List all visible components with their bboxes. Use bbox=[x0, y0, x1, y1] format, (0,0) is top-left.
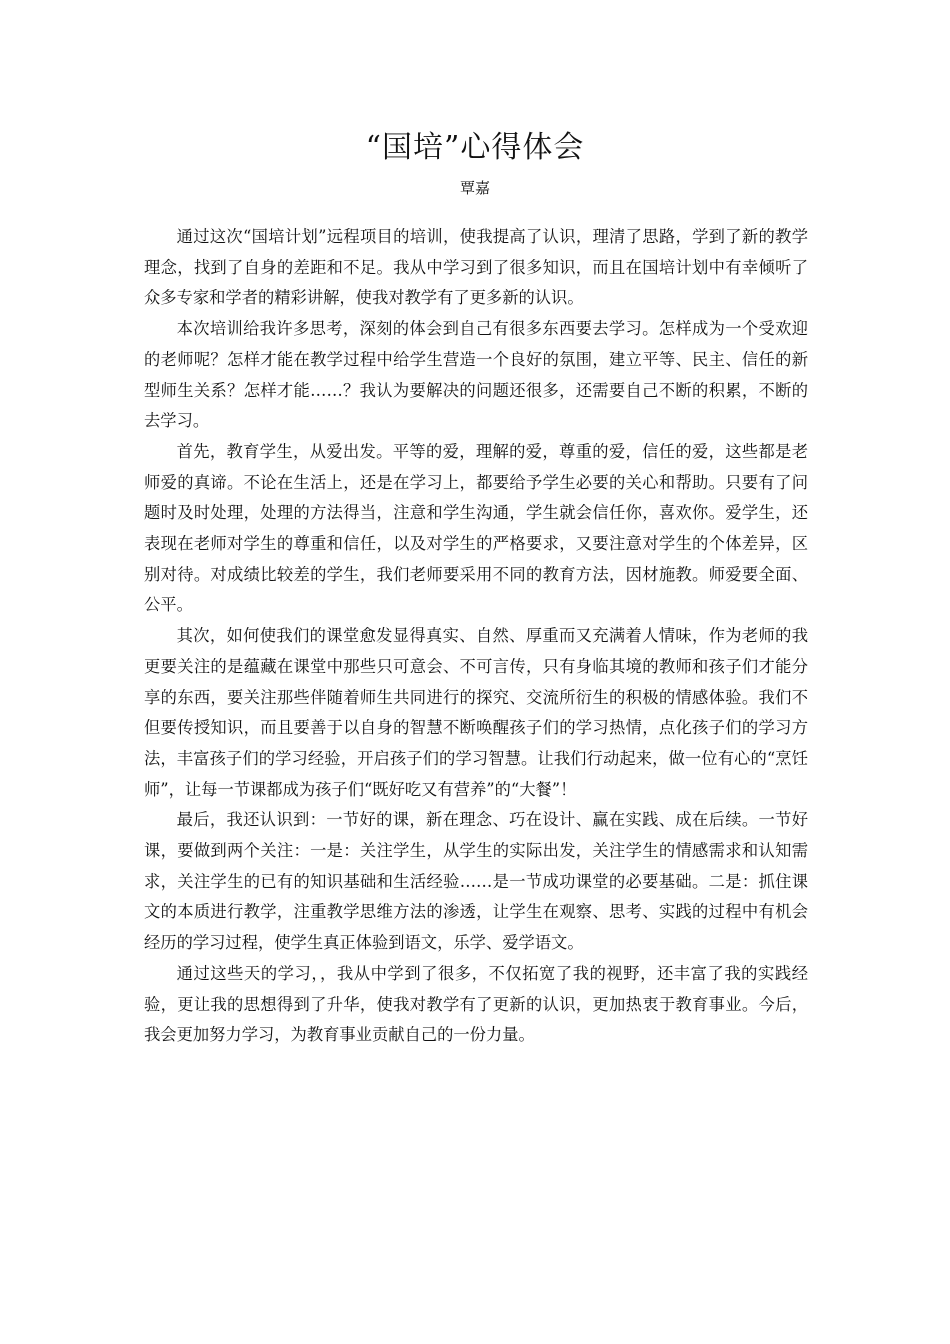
paragraph-4: 其次，如何使我们的课堂愈发显得真实、自然、厚重而又充满着人情味，作为老师的我更要关注的是蕴藏在课堂中那些只可意会、不可言传，只有身临其境的教师和孩子们才能分享的东西，要关注那些伴随着师生共同进行的探究、交流所衍生的积极的情感体验。我们不但要传授知识，而且要善于以自身的智慧不断唤醒孩子们的学习热情，点化孩子们的学习方法，丰富孩子们的学习经验，开启孩子们的学习智慧。让我们行动起来，做一位有心的“烹饪师”，让每一节课都成为孩子们“既好吃又有营养”的“大餐”！ bbox=[144, 626, 808, 799]
paragraph-3: 首先，教育学生，从爱出发。平等的爱，理解的爱，尊重的爱，信任的爱，这些都是老师爱的真谛。不论在生活上，还是在学习上，都要给予学生必要的关心和帮助。只要有了问题时及时处理，处理的方法得当，注意和学生沟通，学生就会信任你，喜欢你。爱学生，还表现在老师对学生的尊重和信任，以及对学生的严格要求，又要注意对学生的个体差异，区别对待。对成绩比较差的学生，我们老师要采用不同的教育方法，因材施教。师爱要全面、公平。 bbox=[144, 441, 808, 615]
document-body bbox=[144, 222, 808, 1051]
document-author: 覃嘉 bbox=[459, 179, 490, 197]
paragraph-1: 通过这次“国培计划”远程项目的培训，使我提高了认识，理清了思路，学到了新的教学理念，找到了自身的差距和不足。我从中学习到了很多知识，而且在国培计划中有幸倾听了众多专家和学者的精彩讲解，使我对教学有了更多新的认识。 bbox=[144, 227, 808, 308]
paragraph-2: 本次培训给我许多思考，深刻的体会到自己有很多东西要去学习。怎样成为一个受欢迎的老师呢？怎样才能在教学过程中给学生营造一个良好的氛围，建立平等、民主、信任的新型师生关系？怎样才能……？我认为要解决的问题还很多，还需要自己不断的积累，不断的去学习。 bbox=[144, 319, 808, 431]
paragraph-5: 最后，我还认识到：一节好的课，新在理念、巧在设计、赢在实践、成在后续。一节好课，要做到两个关注：一是：关注学生，从学生的实际出发，关注学生的情感需求和认知需求，关注学生的已有的知识基础和生活经验……是一节成功课堂的必要基础。二是：抓住课文的本质进行教学，注重教学思维方法的渗透，让学生在观察、思考、实践的过程中有机会经历的学习过程，使学生真正体验到语文，乐学、爱学语文。 bbox=[144, 810, 808, 953]
paragraph-6: 通过这些天的学习，，我从中学到了很多，不仅拓宽了我的视野，还丰富了我的实践经验，更让我的思想得到了升华，使我对教学有了更新的认识，更加热衷于教育事业。今后，我会更加努力学习，为教育事业贡献自己的一份力量。 bbox=[144, 963, 808, 1045]
document-title: “国培”心得体会 bbox=[365, 130, 585, 165]
